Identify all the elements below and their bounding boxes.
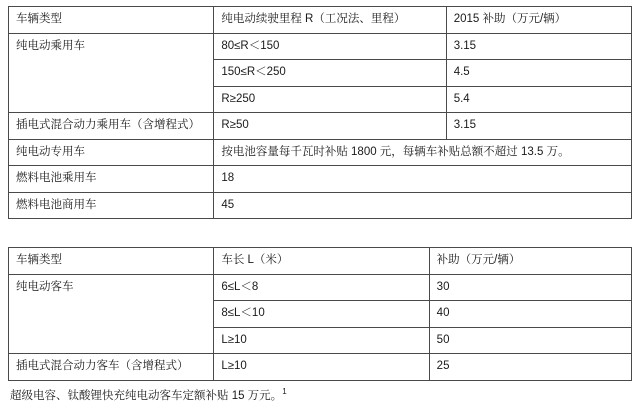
cell-subsidy: 50 bbox=[429, 327, 631, 354]
cell-range: R≥250 bbox=[214, 86, 446, 113]
table-header-row bbox=[9, 248, 632, 275]
cell-subsidy: 3.15 bbox=[446, 113, 631, 140]
table-row bbox=[9, 113, 632, 140]
column-header-length: 车长 L（米） bbox=[214, 248, 429, 275]
cell-subsidy: 25 bbox=[429, 354, 631, 381]
table-row bbox=[9, 354, 632, 381]
cell-length: L≥10 bbox=[214, 327, 429, 354]
cell-length: 8≤L＜10 bbox=[214, 301, 429, 328]
cell-range-merged: 18 bbox=[214, 166, 632, 193]
cell-subsidy: 3.15 bbox=[446, 33, 631, 60]
cell-vehicle-type: 纯电动专用车 bbox=[9, 139, 214, 166]
column-header-subsidy: 2015 补助（万元/辆） bbox=[446, 7, 631, 34]
table-row bbox=[9, 139, 632, 166]
footnote-marker: 1 bbox=[282, 386, 287, 396]
cell-length: 6≤L＜8 bbox=[214, 274, 429, 301]
cell-subsidy: 40 bbox=[429, 301, 631, 328]
cell-subsidy: 5.4 bbox=[446, 86, 631, 113]
table-row bbox=[9, 274, 632, 301]
table-row bbox=[9, 166, 632, 193]
cell-vehicle-type: 插电式混合动力乘用车（含增程式） bbox=[9, 113, 214, 140]
table-row bbox=[9, 33, 632, 60]
cell-vehicle-type: 纯电动乘用车 bbox=[9, 33, 214, 113]
cell-range: 80≤R＜150 bbox=[214, 33, 446, 60]
cell-vehicle-type: 燃料电池商用车 bbox=[9, 192, 214, 219]
column-header-subsidy: 补助（万元/辆） bbox=[429, 248, 631, 275]
cell-vehicle-type: 插电式混合动力客车（含增程式） bbox=[9, 354, 214, 381]
cell-vehicle-type: 燃料电池乘用车 bbox=[9, 166, 214, 193]
table-header-row bbox=[9, 7, 632, 34]
cell-range-merged: 按电池容量每千瓦时补贴 1800 元，每辆车补贴总额不超过 13.5 万。 bbox=[214, 139, 632, 166]
cell-subsidy: 30 bbox=[429, 274, 631, 301]
cell-range: R≥50 bbox=[214, 113, 446, 140]
cell-range-merged: 45 bbox=[214, 192, 632, 219]
table-row bbox=[9, 192, 632, 219]
footnote-text: 超级电容、钛酸锂快充纯电动客车定额补贴 15 万元。 bbox=[10, 389, 283, 402]
column-header-range: 纯电动续驶里程 R（工况法、里程） bbox=[214, 7, 446, 34]
table-gap bbox=[8, 219, 632, 247]
cell-range: 150≤R＜250 bbox=[214, 60, 446, 87]
subsidy-table-passenger bbox=[8, 6, 632, 219]
cell-subsidy: 4.5 bbox=[446, 60, 631, 87]
cell-vehicle-type: 纯电动客车 bbox=[9, 274, 214, 354]
column-header-vehicle-type: 车辆类型 bbox=[9, 7, 214, 34]
cell-length: L≥10 bbox=[214, 354, 429, 381]
column-header-vehicle-type: 车辆类型 bbox=[9, 248, 214, 275]
subsidy-table-bus bbox=[8, 247, 632, 381]
